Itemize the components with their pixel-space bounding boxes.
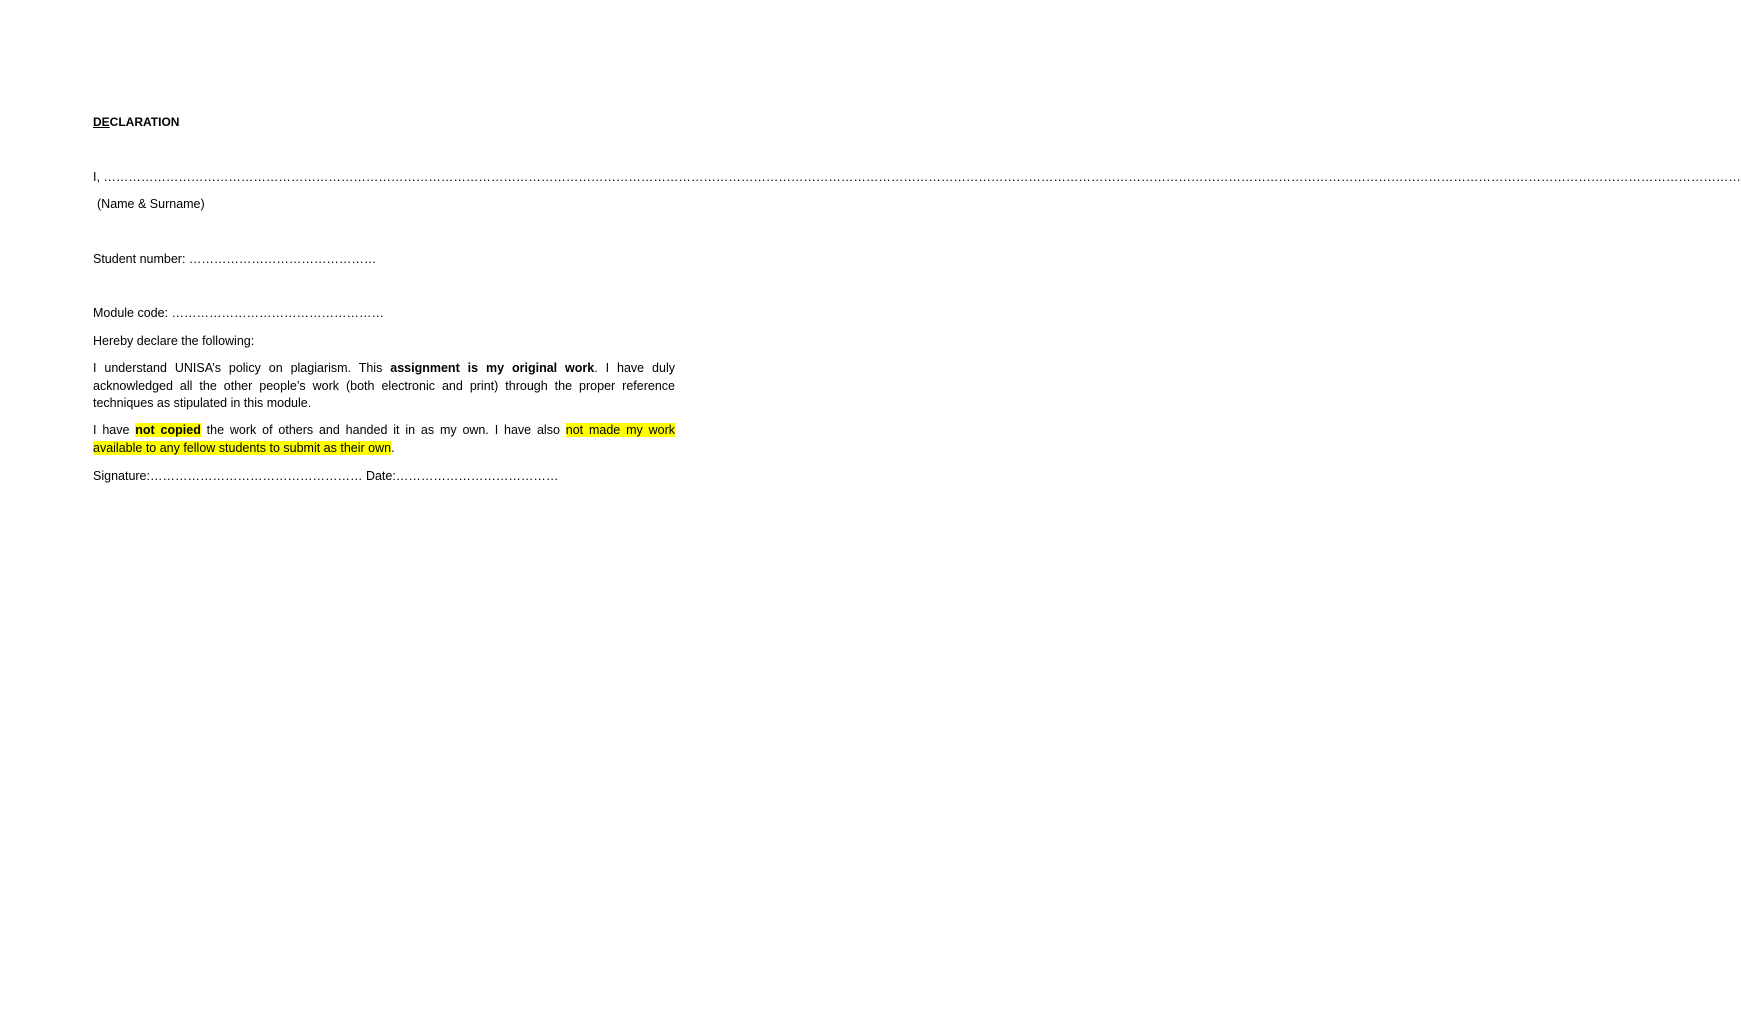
declaration-paragraph-1 — [93, 360, 675, 413]
hereby-declare: Hereby declare the following: — [93, 334, 255, 348]
para2-highlight-not-made-available: not made my work available to any fellow students to submit as their own — [93, 423, 675, 455]
student-number-line: Student number: ……………………………………… — [93, 252, 377, 266]
para2-highlight-not-copied: not copied — [135, 423, 201, 437]
para2-text-c: the work of others and handed it in as my own. I have also — [200, 423, 566, 437]
declaration-paragraph-2 — [93, 422, 675, 457]
para1-bold-phrase: assignment is my original work — [390, 361, 595, 375]
title-underlined-part: DE — [93, 115, 110, 129]
para2-text-e: . — [391, 440, 395, 455]
document-title — [93, 114, 179, 132]
signature-date-line: Signature:…………………………………………… Date:………………………………… — [93, 469, 559, 483]
para1-text-c: . I have duly acknowledged all the other people’s work (both electronic and print) through the proper reference techniques as stipulated in this module. — [93, 361, 675, 410]
title-rest: CLARATION — [109, 115, 180, 129]
name-line: I, …………………………………………………………………………………………………………………………………………………………………………………………………………………………………………………………………………………………………………………………………………………………… — [93, 170, 1741, 184]
para2-text-a: I have — [93, 423, 136, 437]
module-code-line: Module code: …………………………………………… — [93, 306, 385, 320]
para1-text-a: I understand UNISA’s policy on plagiarism. This — [93, 361, 391, 375]
name-caption: (Name & Surname) — [97, 197, 205, 211]
